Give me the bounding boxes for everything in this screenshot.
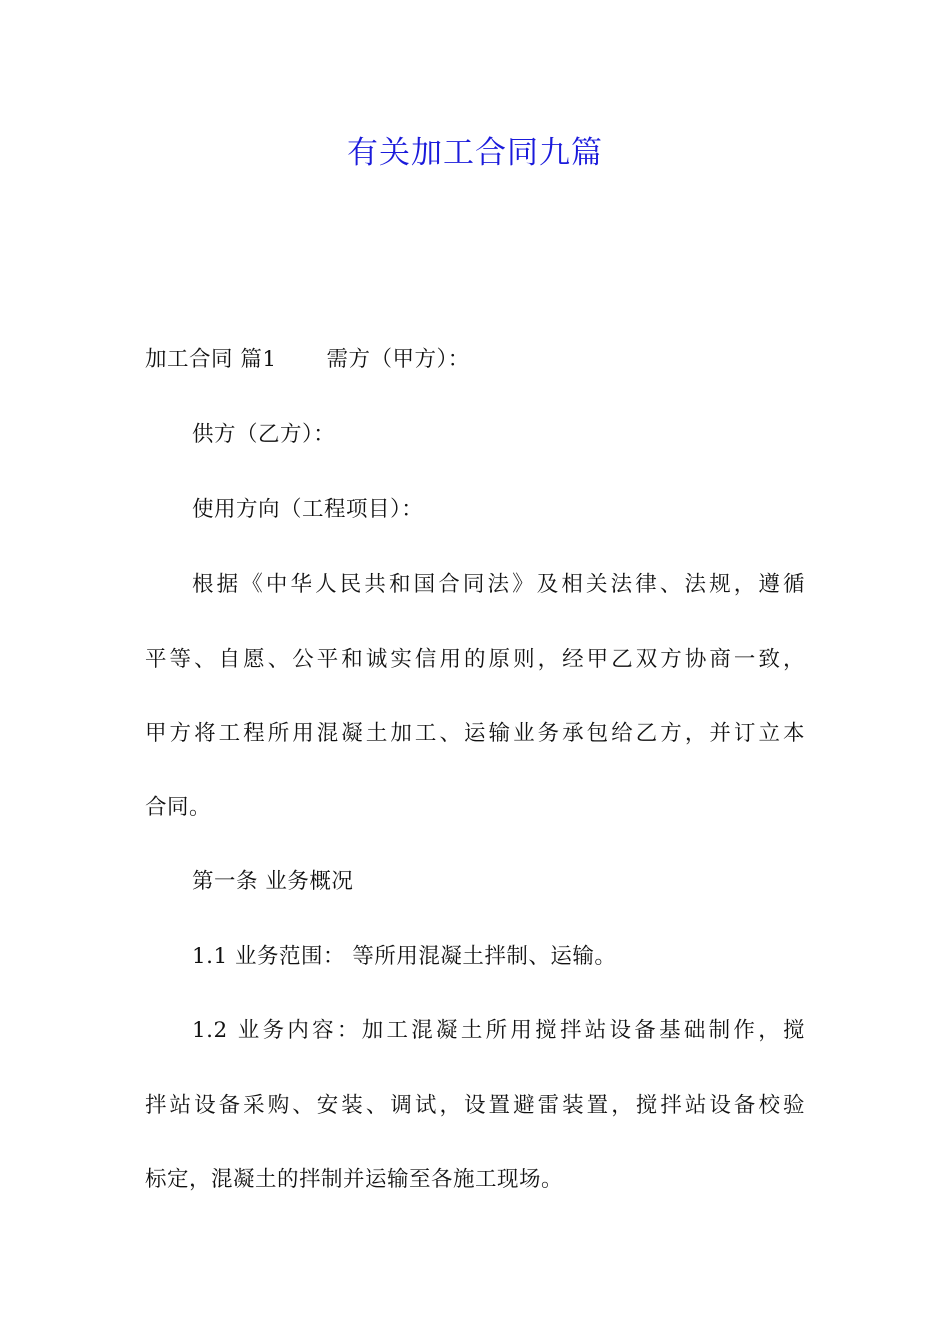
supplier-party-label: 供方（乙方）：: [192, 422, 336, 447]
usage-direction-label: 使用方向（工程项目）：: [192, 497, 424, 522]
contract-heading-line: [145, 345, 470, 375]
buyer-party-label: 需方（甲方）：: [326, 347, 470, 372]
clause-1-2-line: 标定，混凝土的拌制并运输至各施工现场。: [145, 1167, 564, 1192]
paragraph-line: 根据《中华人民共和国合同法》及相关法律、法规，遵循: [192, 572, 805, 597]
clause-1-1: 1.1 业务范围： 等所用混凝土拌制、运输。: [192, 944, 617, 969]
clause-1-2-line: 1.2 业务内容：加工混凝土所用搅拌站设备基础制作，搅: [192, 1018, 805, 1043]
article-heading: 第一条 业务概况: [192, 869, 354, 894]
contract-heading: 加工合同 篇1: [145, 347, 277, 372]
paragraph-line: 平等、自愿、公平和诚实信用的原则，经甲乙双方协商一致，: [145, 647, 805, 672]
paragraph-line: 甲方将工程所用混凝土加工、运输业务承包给乙方，并订立本: [145, 721, 805, 746]
paragraph-line: 合同。: [145, 795, 212, 820]
clause-1-2-line: 拌站设备采购、安装、调试，设置避雷装置，搅拌站设备校验: [145, 1093, 805, 1118]
document-title: 有关加工合同九篇: [347, 135, 603, 171]
